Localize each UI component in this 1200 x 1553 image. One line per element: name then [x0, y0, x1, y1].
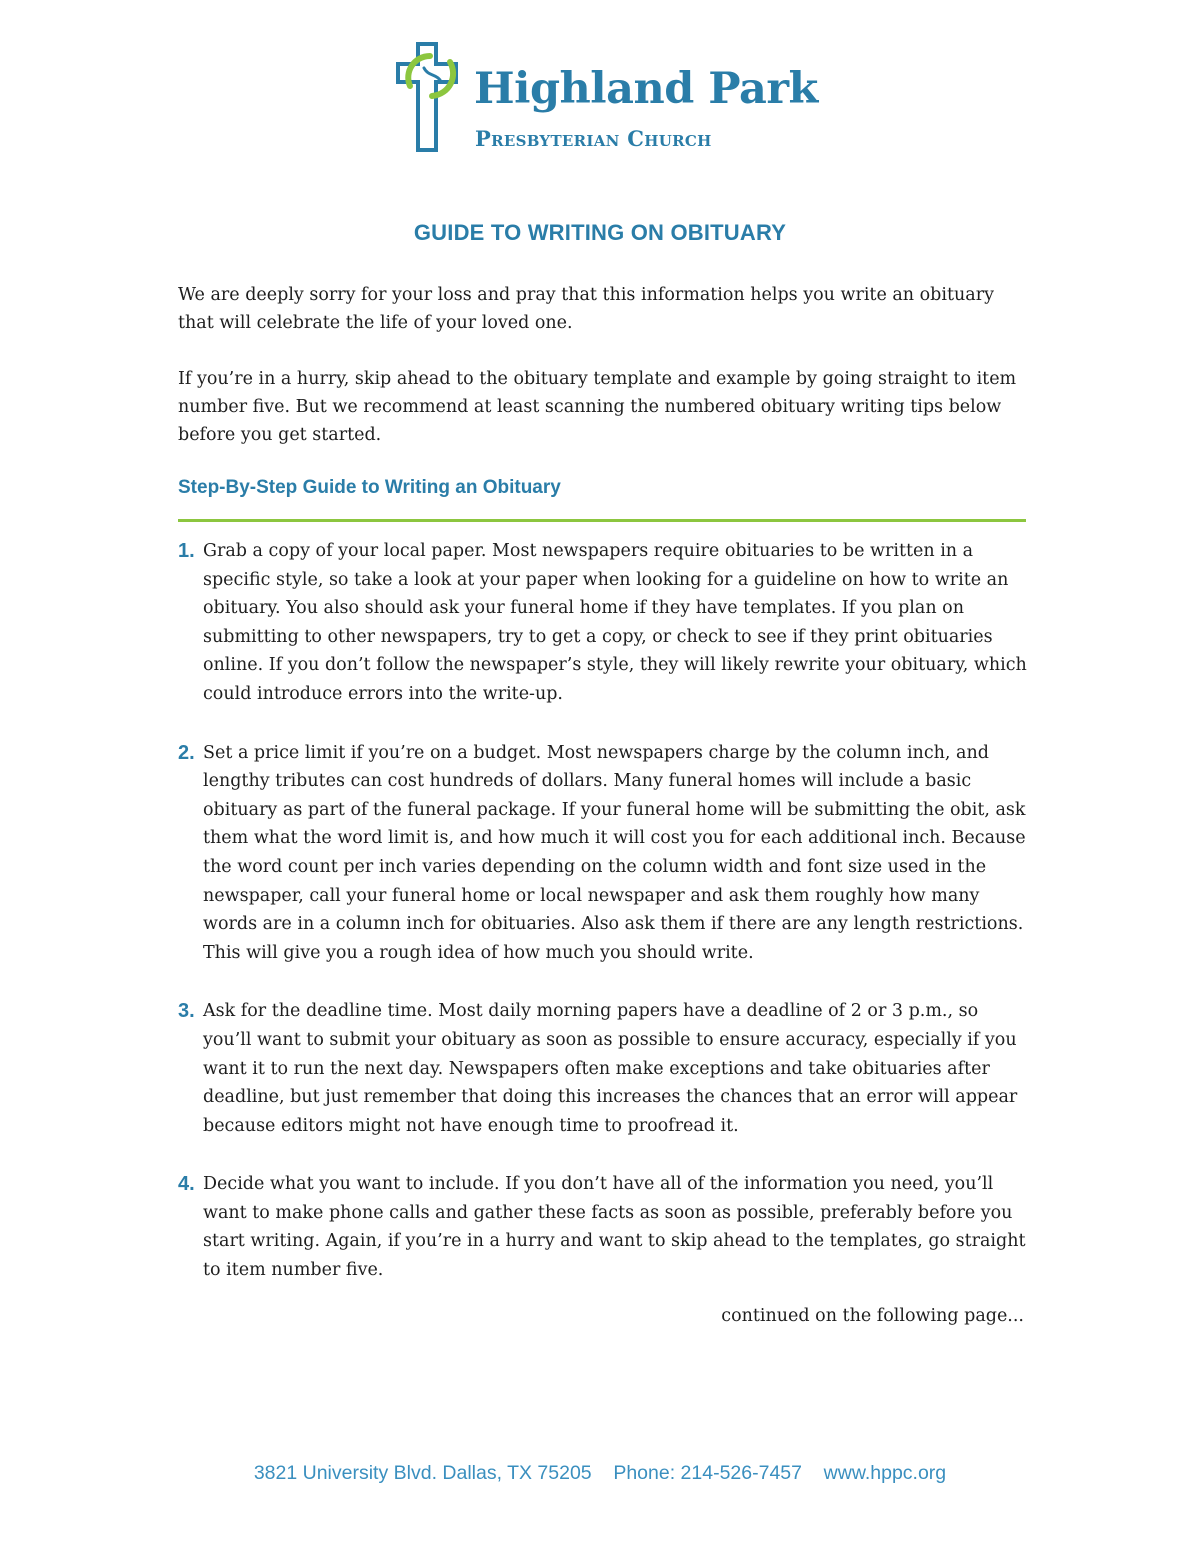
- cross-icon: [396, 42, 468, 154]
- step-item: [178, 997, 1028, 1140]
- continued-note: continued on the following page...: [721, 1306, 1024, 1326]
- step-text: Set a price limit if you’re on a budget. Most newspapers charge by the column inch, and lengthy tributes can cost hundreds of dollars. Many funeral homes will include a basic obituary as part of the funeral package. If your funeral home will be submitting the obit, ask them what the word limit is, and how much it will cost you for each additional inch. Because the word count per inch varies depending on the column width and font size used in the newspaper, call your funeral home or local newspaper and ask them roughly how many words are in a column inch for obituaries. Also ask them if there are any length restrictions. This will give you a rough idea of how much you should write.: [203, 742, 1026, 963]
- section-divider: [178, 519, 1026, 522]
- footer-address: 3821 University Blvd. Dallas, TX 75205: [253, 1462, 592, 1484]
- steps-list: [178, 537, 1028, 1315]
- logo-name: Highland Park: [474, 64, 818, 114]
- step-item: [178, 537, 1028, 709]
- step-number: 3.: [178, 1000, 195, 1023]
- step-text: Ask for the deadline time. Most daily morning papers have a deadline of 2 or 3 p.m., so you’ll want to submit your obituary as soon as possible to ensure accuracy, especially if you want it to run the next day. Newspapers often make exceptions and take obituaries after deadline, but just remember that doing this increases the chances that an error will appear because editors might not have enough time to proofread it.: [203, 1001, 1018, 1136]
- section-title: Step-By-Step Guide to Writing an Obituary: [178, 477, 561, 498]
- step-number: 1.: [178, 540, 195, 562]
- step-number: 2.: [178, 741, 195, 764]
- step-number: 4.: [178, 1173, 195, 1196]
- step-item: [178, 739, 1028, 968]
- step-item: [178, 1170, 1028, 1284]
- footer-phone: Phone: 214-526-7457: [613, 1462, 802, 1484]
- church-logo: [396, 42, 816, 154]
- step-text: Decide what you want to include. If you don’t have all of the information you need, you’ll want to make phone calls and gather these facts as soon as possible, preferably before you start writing. Again, if you’re in a hurry and want to skip ahead to the templates, go straight to item number five.: [203, 1174, 1026, 1281]
- step-text: Grab a copy of your local paper. Most newspapers require obituaries to be written in a specific style, so take a look at your paper when looking for a guideline on how to write an obituary. You also should ask your funeral home if they have templates. If you plan on submitting to other newspapers, try to get a copy, or check to see if they print obituaries online. If you don’t follow the newspaper’s style, they will likely rewrite your obituary, which could introduce errors into the write-up.: [203, 541, 1027, 704]
- logo-subtitle: Presbyterian Church: [475, 126, 712, 151]
- footer: [0, 1462, 1200, 1485]
- page-title: GUIDE TO WRITING ON OBITUARY: [413, 220, 787, 245]
- intro-paragraph: If you’re in a hurry, skip ahead to the obituary template and example by going straight to item number five. But we recommend at least scanning the numbered obituary writing tips below before you get started.: [178, 369, 1017, 445]
- footer-website[interactable]: www.hppc.org: [823, 1462, 947, 1484]
- intro-paragraph: We are deeply sorry for your loss and pray that this information helps you write an obituary that will celebrate the life of your loved one.: [178, 285, 994, 333]
